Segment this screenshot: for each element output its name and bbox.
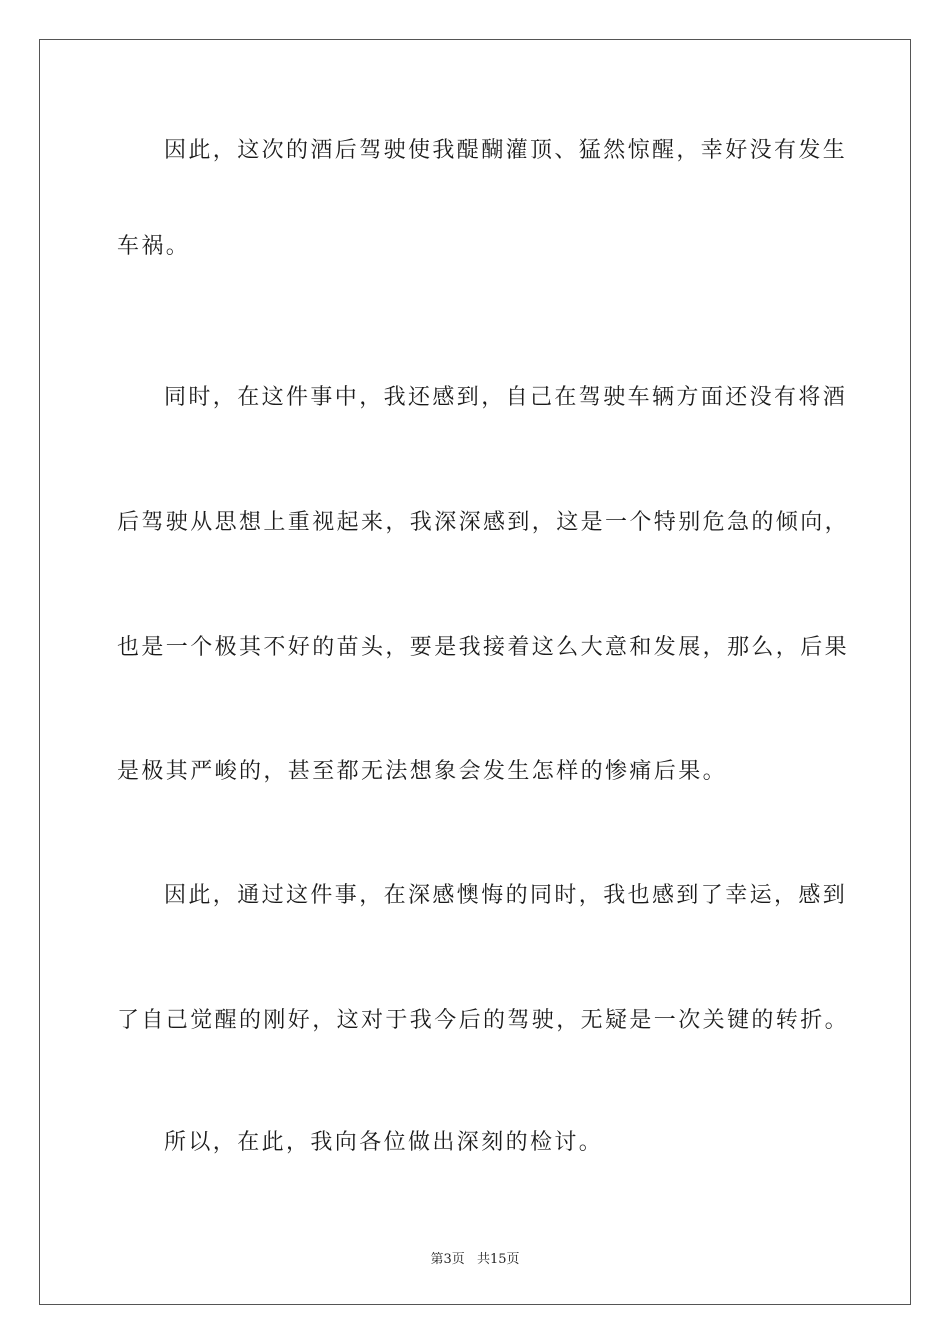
paragraph-2-line-3: 也是一个极其不好的苗头，要是我接着这么大意和发展，那么，后果 <box>117 635 850 660</box>
paragraph-3-line-1: 因此，通过这件事，在深感懊悔的同时，我也感到了幸运，感到 <box>164 883 848 908</box>
paragraph-2-line-2: 后驾驶从思想上重视起来，我深深感到，这是一个特别危急的倾向， <box>117 510 850 535</box>
paragraph-1-line-2: 车祸。 <box>117 234 191 259</box>
paragraph-2-line-1: 同时，在这件事中，我还感到，自己在驾驶车辆方面还没有将酒 <box>164 385 848 410</box>
paragraph-4-line-1: 所以，在此，我向各位做出深刻的检讨。 <box>164 1130 604 1155</box>
page-number: 第3页 <box>430 1252 465 1267</box>
paragraph-3-line-2: 了自己觉醒的刚好，这对于我今后的驾驶，无疑是一次关键的转折。 <box>117 1008 850 1033</box>
page-total: 共15页 <box>476 1252 520 1267</box>
page-footer <box>0 1248 950 1267</box>
page-border <box>39 39 911 1305</box>
paragraph-1-line-1: 因此，这次的酒后驾驶使我醍醐灌顶、猛然惊醒，幸好没有发生 <box>164 138 848 163</box>
paragraph-2-line-4: 是极其严峻的，甚至都无法想象会发生怎样的惨痛后果。 <box>117 759 728 784</box>
